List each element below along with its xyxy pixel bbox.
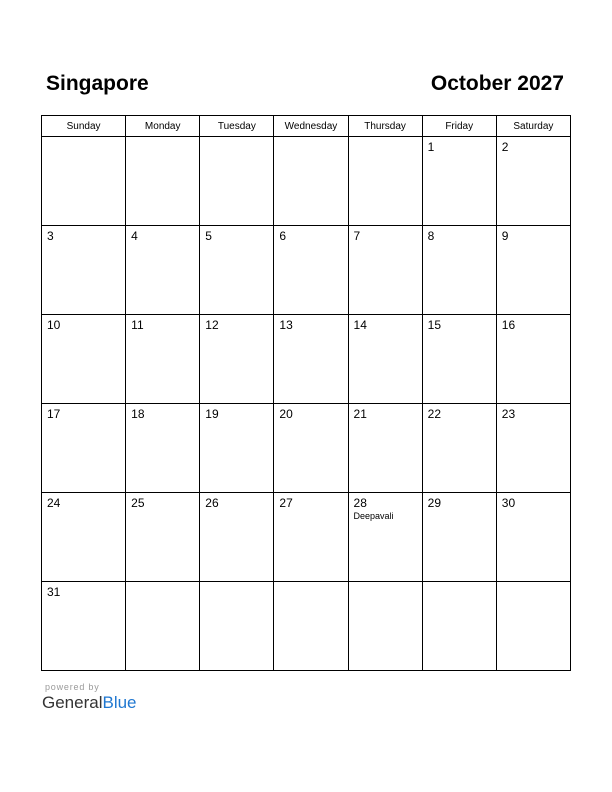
calendar-day-cell [42, 404, 126, 493]
day-number: 26 [205, 496, 219, 510]
day-number: 31 [47, 585, 61, 599]
calendar-day-cell [200, 493, 274, 582]
day-number: 14 [353, 318, 367, 332]
day-number: 16 [501, 318, 516, 332]
calendar-day-cell [348, 404, 422, 493]
calendar-day-cell [496, 315, 570, 404]
calendar-day-cell [200, 404, 274, 493]
calendar-day-cell [42, 582, 126, 671]
calendar-day-cell [126, 226, 200, 315]
day-number: 19 [205, 407, 219, 421]
calendar-day-cell [126, 404, 200, 493]
day-number [42, 137, 125, 141]
day-number [349, 137, 422, 141]
day-number: 30 [501, 496, 516, 510]
calendar-day-cell [42, 315, 126, 404]
calendar-day-cell [200, 582, 274, 671]
day-number: 11 [131, 318, 144, 332]
calendar-week-row [42, 404, 571, 493]
calendar-day-cell [348, 226, 422, 315]
calendar-month-title: October 2027 [430, 72, 564, 95]
day-number: 24 [47, 496, 61, 510]
calendar-day-cell [42, 137, 126, 226]
day-number: 5 [205, 229, 212, 243]
calendar-day-cell [42, 493, 126, 582]
calendar-week-row [42, 493, 571, 582]
day-number: 18 [131, 407, 145, 421]
day-number: 27 [279, 496, 293, 510]
day-number [349, 582, 422, 586]
calendar-country-title: Singapore [46, 72, 149, 95]
day-number: 25 [131, 496, 145, 510]
day-number: 9 [501, 229, 509, 243]
calendar-day-cell [274, 137, 348, 226]
calendar-week-row [42, 226, 571, 315]
weekday-header-sunday: Sunday [42, 116, 126, 137]
calendar-day-cell [348, 315, 422, 404]
day-number [274, 582, 347, 586]
calendar-day-cell [274, 404, 348, 493]
day-number: 13 [279, 318, 293, 332]
day-number: 7 [353, 229, 361, 243]
calendar-day-cell [422, 493, 496, 582]
day-number: 3 [47, 229, 54, 243]
calendar-day-cell [422, 226, 496, 315]
brand-general-text: General [42, 693, 103, 712]
day-number: 20 [279, 407, 293, 421]
calendar-day-cell [200, 315, 274, 404]
calendar-day-cell [274, 226, 348, 315]
day-number: 4 [131, 229, 138, 243]
weekday-header-saturday: Saturday [496, 116, 570, 137]
calendar-day-cell [274, 315, 348, 404]
calendar-week-row [42, 582, 571, 671]
calendar-day-cell [348, 137, 422, 226]
calendar-week-row [42, 315, 571, 404]
month-calendar-grid [41, 115, 571, 671]
day-number: 8 [427, 229, 435, 243]
calendar-day-cell [200, 137, 274, 226]
holiday-label: Deepavali [353, 511, 394, 521]
calendar-day-cell [274, 493, 348, 582]
calendar-day-cell [422, 582, 496, 671]
calendar-week-row [42, 137, 571, 226]
day-number: 21 [353, 407, 367, 421]
calendar-day-cell [348, 582, 422, 671]
calendar-day-cell [42, 226, 126, 315]
calendar-day-cell [496, 582, 570, 671]
calendar-day-cell [126, 493, 200, 582]
day-number: 2 [501, 140, 509, 154]
weekday-header-monday: Monday [126, 116, 200, 137]
calendar-day-cell [126, 315, 200, 404]
calendar-day-cell [422, 137, 496, 226]
calendar-day-cell [496, 137, 570, 226]
day-number: 1 [427, 140, 435, 154]
weekday-header-wednesday: Wednesday [274, 116, 348, 137]
calendar-day-cell [496, 493, 570, 582]
generalblue-logo[interactable] [42, 693, 137, 713]
calendar-day-cell [496, 226, 570, 315]
day-number [497, 582, 570, 586]
day-number: 23 [501, 407, 516, 421]
day-number: 22 [427, 407, 442, 421]
day-number [126, 582, 199, 586]
day-number [126, 137, 199, 141]
day-number [274, 137, 347, 141]
weekday-header-thursday: Thursday [348, 116, 422, 137]
day-number: 17 [47, 407, 61, 421]
calendar-day-cell [200, 226, 274, 315]
weekday-header-row [42, 116, 571, 137]
calendar-body [42, 137, 571, 671]
brand-blue-text: Blue [102, 693, 137, 712]
day-number: 28 [353, 496, 367, 510]
calendar-day-cell [348, 493, 422, 582]
day-number [200, 137, 273, 141]
day-number [200, 582, 273, 586]
day-number: 12 [205, 318, 219, 332]
day-number: 15 [427, 318, 442, 332]
day-number: 10 [47, 318, 61, 332]
calendar-day-cell [422, 315, 496, 404]
calendar-day-cell [126, 582, 200, 671]
weekday-header-tuesday: Tuesday [200, 116, 274, 137]
calendar-day-cell [496, 404, 570, 493]
calendar-day-cell [126, 137, 200, 226]
day-number: 29 [427, 496, 442, 510]
calendar-day-cell [274, 582, 348, 671]
calendar-day-cell [422, 404, 496, 493]
weekday-header-friday: Friday [422, 116, 496, 137]
day-number [423, 582, 496, 586]
day-number: 6 [279, 229, 287, 243]
powered-by-text: powered by [45, 682, 100, 692]
